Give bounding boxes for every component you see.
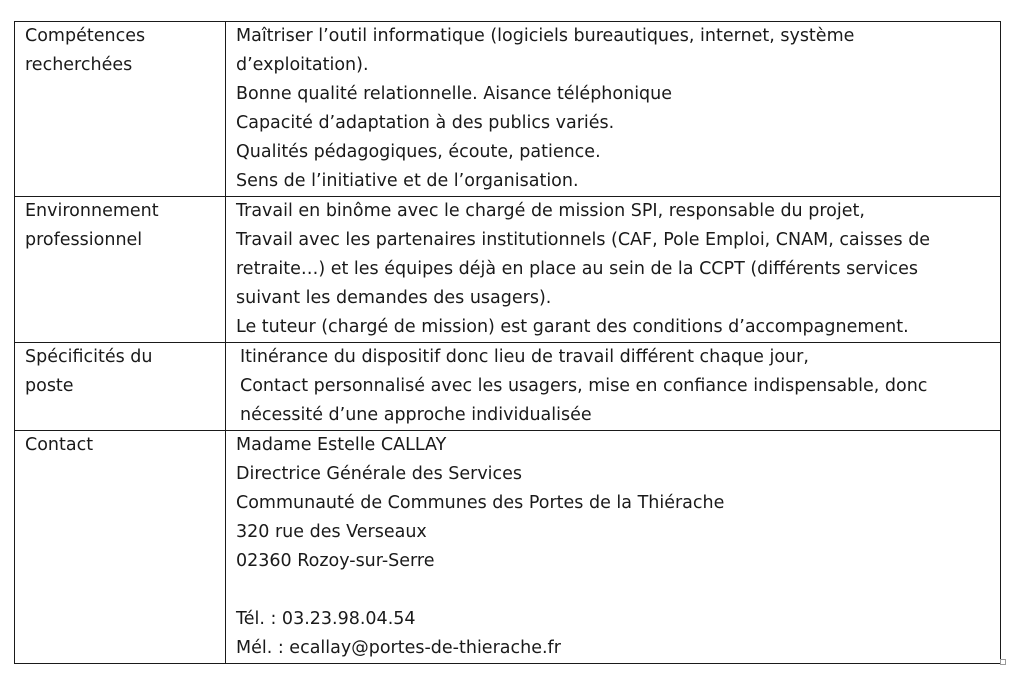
- content-line: nécessité d’une approche individualisée: [240, 405, 592, 425]
- table-row-contact: [15, 431, 1001, 664]
- content-line: Capacité d’adaptation à des publics variés.: [236, 113, 615, 133]
- content-line: Qualités pédagogiques, écoute, patience.: [236, 142, 601, 162]
- contact-title: Directrice Générale des Services: [236, 464, 523, 484]
- table-row-competences: [15, 22, 1001, 197]
- table-resize-handle[interactable]: [1000, 659, 1006, 665]
- row-label-line: Compétences: [25, 26, 146, 46]
- row-label-line: poste: [25, 376, 74, 396]
- row-label-line: Contact: [25, 435, 94, 455]
- contact-phone: Tél. : 03.23.98.04.54: [236, 609, 416, 629]
- content-line: Sens de l’initiative et de l’organisation.: [236, 171, 579, 191]
- content-cell-contact: [226, 431, 1001, 664]
- content-cell-environnement: [226, 197, 1001, 343]
- contact-name: Madame Estelle CALLAY: [236, 435, 447, 455]
- label-cell-contact: [15, 431, 226, 664]
- content-line: suivant les demandes des usagers).: [236, 288, 552, 308]
- row-label-line: professionnel: [25, 230, 143, 250]
- content-cell-competences: [226, 22, 1001, 197]
- content-line: Le tuteur (chargé de mission) est garant des conditions d’accompagnement.: [236, 317, 909, 337]
- content-line: retraite…) et les équipes déjà en place au sein de la CCPT (différents services: [236, 259, 918, 279]
- contact-organization: Communauté de Communes des Portes de la Thiérache: [236, 493, 725, 513]
- contact-city: 02360 Rozoy-sur-Serre: [236, 551, 435, 571]
- content-line: Itinérance du dispositif donc lieu de travail différent chaque jour,: [240, 347, 809, 367]
- content-line: d’exploitation).: [236, 55, 369, 75]
- job-details-table: [14, 21, 1001, 664]
- content-line: Contact personnalisé avec les usagers, mise en confiance indispensable, donc: [240, 376, 928, 396]
- spacer: [236, 576, 994, 605]
- row-label-line: Spécificités du: [25, 347, 153, 367]
- content-line: Bonne qualité relationnelle. Aisance téléphonique: [236, 84, 673, 104]
- table-row-specificites: [15, 343, 1001, 431]
- row-label-line: Environnement: [25, 201, 159, 221]
- content-line: Maîtriser l’outil informatique (logiciels bureautiques, internet, système: [236, 26, 855, 46]
- contact-street: 320 rue des Verseaux: [236, 522, 427, 542]
- row-label-line: recherchées: [25, 55, 133, 75]
- contact-email: Mél. : ecallay@portes-de-thierache.fr: [236, 638, 561, 658]
- content-line: Travail avec les partenaires institutionnels (CAF, Pole Emploi, CNAM, caisses de: [236, 230, 931, 250]
- label-cell-competences: [15, 22, 226, 197]
- label-cell-specificites: [15, 343, 226, 431]
- content-line: Travail en binôme avec le chargé de mission SPI, responsable du projet,: [236, 201, 865, 221]
- table-row-environnement: [15, 197, 1001, 343]
- label-cell-environnement: [15, 197, 226, 343]
- content-cell-specificites: [226, 343, 1001, 431]
